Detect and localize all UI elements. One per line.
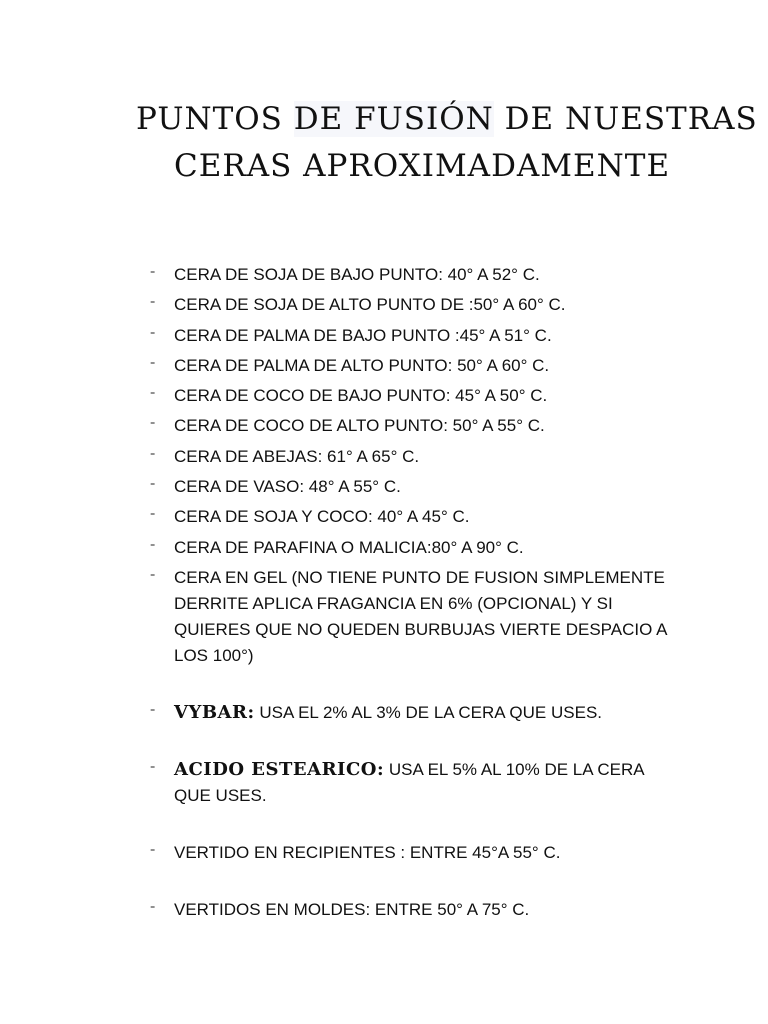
list-item-vybar: [150, 700, 670, 726]
bullet-icon: ⁼: [150, 481, 156, 493]
list-item-text: CERA DE SOJA Y COCO: 40° A 45° C.: [174, 507, 470, 527]
bullet-icon: ⁼: [150, 706, 156, 718]
list-item: [150, 474, 670, 500]
bullet-icon: ⁼: [150, 511, 156, 523]
list-item-text: CERA DE PALMA DE BAJO PUNTO :45° A 51° C.: [174, 325, 552, 345]
list-item-text: CERA DE SOJA DE BAJO PUNTO: 40° A 52° C.: [174, 265, 540, 284]
list-item: [150, 292, 670, 318]
list-item: [150, 323, 670, 349]
list-item-text: CERA DE PALMA DE ALTO PUNTO: 50° A 60° C.: [174, 355, 550, 375]
list-item-acido-estearico: [150, 757, 670, 809]
bullet-icon: ⁼: [150, 903, 156, 915]
bullet-icon: ⁼: [150, 299, 156, 311]
bullet-icon: ⁼: [150, 846, 156, 858]
title-line-1-start: PUNTOS: [136, 101, 294, 137]
bullet-icon: ⁼: [150, 329, 156, 341]
vybar-label: VYBAR:: [174, 701, 255, 723]
list-item: [150, 565, 670, 669]
list-item-text: CERA DE SOJA DE ALTO PUNTO DE :50° A 60° C.: [174, 295, 566, 315]
title-line-2: CERAS APROXIMADAMENTE: [174, 148, 671, 184]
bullet-icon: ⁼: [150, 450, 156, 462]
list-item: [150, 383, 670, 409]
bullet-icon: ⁼: [150, 763, 156, 775]
bullet-icon: ⁼: [150, 571, 156, 583]
list-item-text: CERA DE COCO DE BAJO PUNTO: 45° A 50° C.: [174, 386, 548, 406]
list-item-text: VERTIDO EN RECIPIENTES : ENTRE 45°A 55° C.: [174, 842, 561, 862]
list-item-text: CERA DE PARAFINA O MALICIA:80° A 90° C.: [174, 537, 524, 557]
bullet-icon: ⁼: [150, 359, 156, 371]
acido-label: ACIDO ESTEARICO:: [174, 758, 385, 780]
list-item: [150, 504, 670, 530]
list-item-text: CERA DE COCO DE ALTO PUNTO: 50° A 55° C.: [174, 416, 545, 436]
list-item-text: VERTIDOS EN MOLDES: ENTRE 50° A 75° C.: [174, 899, 530, 919]
bullet-icon: ⁼: [150, 420, 156, 432]
bullet-icon: ⁼: [150, 269, 156, 280]
list-item: [150, 413, 670, 439]
list-item: [150, 444, 670, 470]
list-item-text: CERA DE ABEJAS: 61° A 65° C.: [174, 446, 420, 466]
list-item-text: CERA DE VASO: 48° A 55° C.: [174, 477, 401, 497]
list-item: [150, 353, 670, 379]
title-highlight: DE FUSIÓN: [293, 101, 494, 137]
title-line-1-end: DE NUESTRAS: [493, 101, 758, 137]
bullet-icon: ⁼: [150, 390, 156, 402]
list-item: [150, 262, 670, 288]
title-line-1: [136, 96, 758, 143]
melting-points-list: [150, 262, 670, 923]
page-title: [136, 96, 758, 190]
list-item-vertidos-moldes: [150, 897, 670, 923]
list-item-vertido-recipientes: [150, 840, 670, 866]
vybar-text: USA EL 2% AL 3% DE LA CERA QUE USES.: [254, 702, 603, 722]
acido-text: USA EL 5% AL 10% DE LA CERA QUE USES.: [174, 759, 644, 805]
bullet-icon: ⁼: [150, 541, 156, 553]
list-item-text: CERA EN GEL (NO TIENE PUNTO DE FUSION SIMPLEMENTE DERRITE APLICA FRAGANCIA EN 6% (OPCIONAL) Y SI QUIERES QUE NO QUEDEN BURBUJAS VIERTE DESPACIO A LOS 100°): [174, 567, 667, 665]
list-item: [150, 535, 670, 561]
